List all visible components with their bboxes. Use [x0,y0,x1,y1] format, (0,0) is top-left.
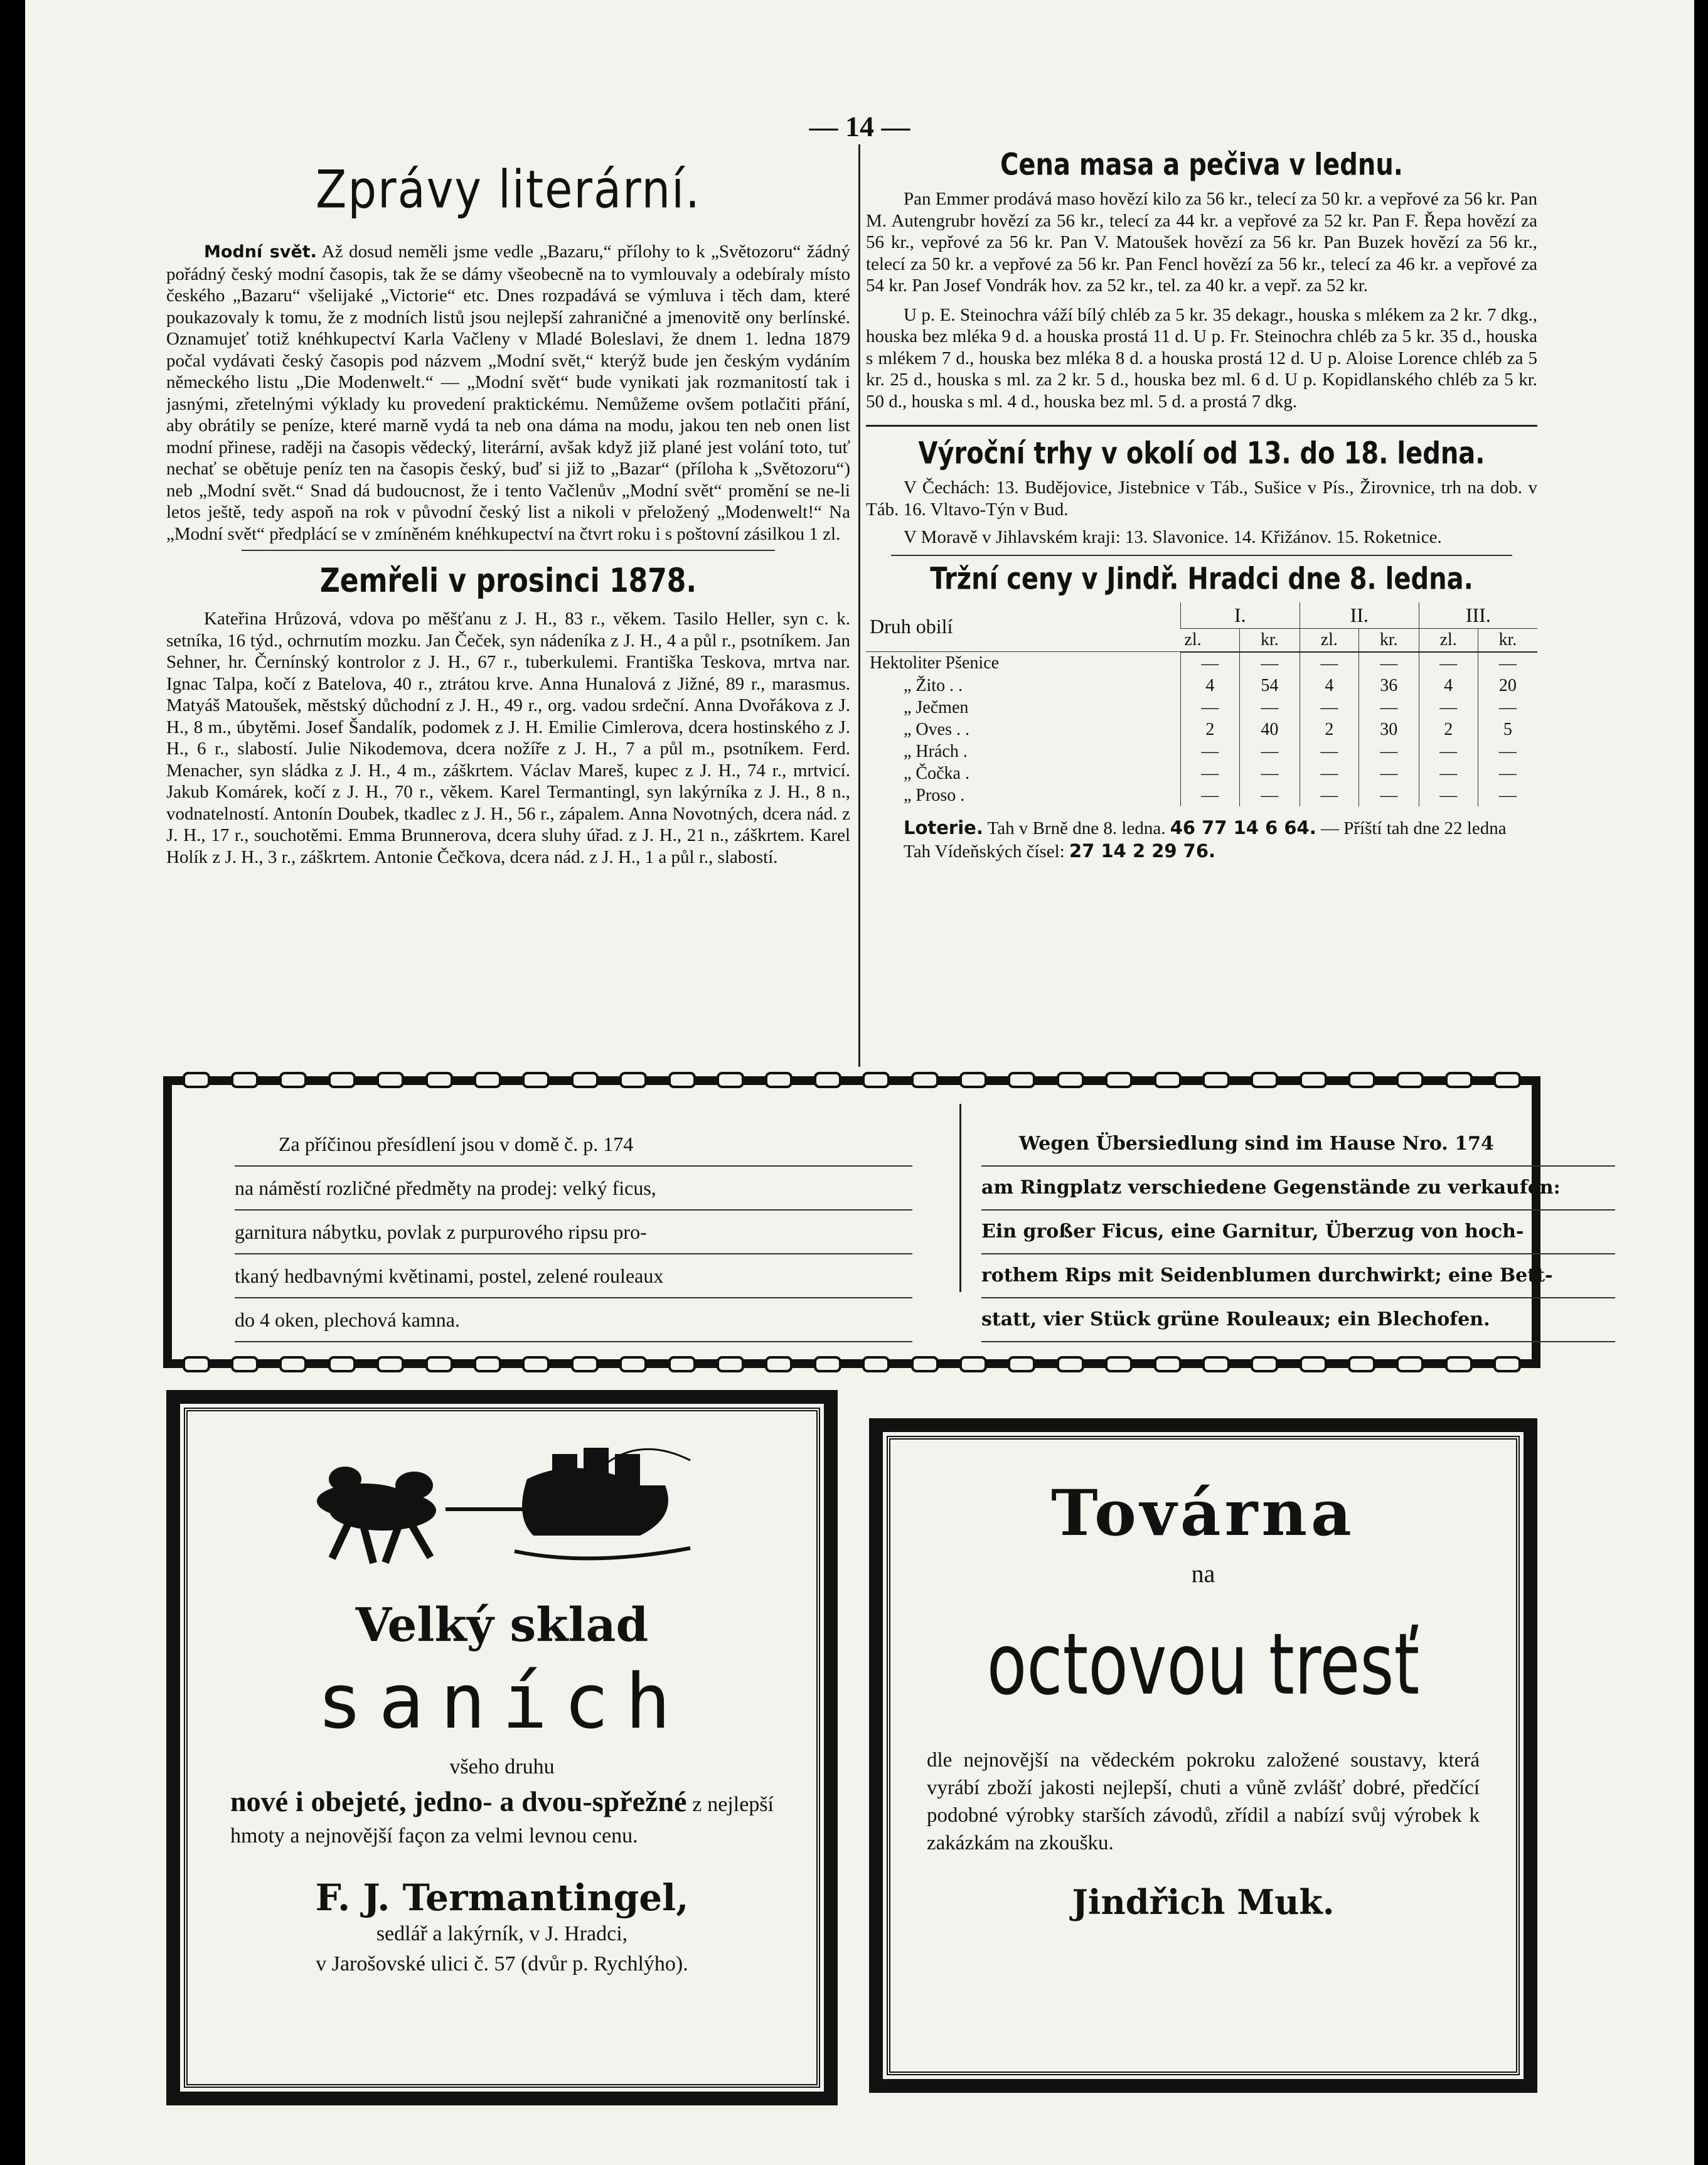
sale-line: Ein großer Ficus, eine Garnitur, Überzug von hoch- [981,1211,1615,1254]
market-prices-table [866,602,1537,806]
grain-name: „ Žito . . [904,675,963,695]
meat-title: Cena masa a pečiva v lednu. [1000,147,1403,183]
table-row [866,675,1537,697]
table-head-unit: zl. [1180,628,1239,652]
sleigh-title: saních [317,1659,687,1746]
price-cell: — [1419,762,1478,784]
price-cell: — [1358,762,1419,784]
fairs-bohemia: V Čechách: 13. Budějovice, Jistebnice v Táb., Sušice v Pís., Žirovnice, trh na dob. v Táb. 16. Vltavo-Týn v Bud. [866,478,1537,520]
sleigh-illustration-icon [289,1441,715,1586]
vinegar-factory-title: Továrna [1051,1476,1355,1550]
table-head-unit: zl. [1300,628,1358,652]
bread-prices: U p. E. Steinochra váží bílý chléb za 5 kr. 35 dekagr., houska s mlékem za 2 kr. 7 dkg., houska bez mléka 9 d. a houska prostá 11 d. U p. Fr. Steinochra chléb za 5 kr. 35 d., houska s mlékem 7 d., houska bez mléka 8 d. a houska prostá 12 d. U p. Aloise Lorence chléb za 5 kr. 25 d., houska s ml. za 2 kr. 5 d., houska bez ml. 6 d. U p. Kopidlanského chléb za 5 kr. 50 d., houska s ml. 4 d., houska bez ml. 5 d. a prostá 7 dkg. [866,304,1537,412]
price-cell: — [1300,697,1358,719]
sale-line: statt, vier Stück grüne Rouleaux; ein Blechofen. [981,1298,1615,1342]
sale-line: am Ringplatz verschiedene Gegenstände zu verkaufen: [981,1167,1615,1211]
price-cell: — [1239,740,1300,762]
grain-name: Hektoliter Pšenice [870,653,1000,673]
grain-name: „ Čočka . [904,763,969,783]
price-cell: — [1478,784,1537,806]
price-cell: — [1300,740,1358,762]
price-cell: — [1180,784,1239,806]
sale-line: Za příčinou přesídlení jsou v domě č. p. 174 [235,1123,912,1167]
table-head-unit: kr. [1478,628,1537,652]
sale-text-german [981,1123,1615,1342]
price-cell: 20 [1478,675,1537,697]
table-row [866,740,1537,762]
vinegar-text: dle nejnovější na vědeckém pokroku založené soustavy, která vyrábí zboží jakosti nejlepší, chuti a vůně zvlášť dobré, předčící podobné výrobky starších závodů, zřídil a nabízí svůj výrobek k zakázkám na zkoušku. [927,1749,1480,1854]
table-row [866,697,1537,719]
literary-title: Zprávy literární. [316,159,701,220]
divider [866,425,1537,427]
fairs-title: Výroční trhy v okolí od 13. do 18. ledna. [918,436,1485,471]
price-cell: — [1180,740,1239,762]
divider [891,555,1512,556]
price-cell: 5 [1478,719,1537,740]
left-column [166,144,850,1067]
price-cell: 2 [1419,719,1478,740]
price-cell: — [1419,740,1478,762]
sale-line: tkaný hedbavnými květinami, postel, zelené rouleaux [235,1254,912,1298]
price-cell: — [1180,762,1239,784]
price-cell: — [1239,784,1300,806]
lottery-numbers-vienna: 27 14 2 29 76. [1069,840,1216,862]
vinegar-na: na [1191,1559,1215,1588]
sale-text-czech [235,1123,912,1342]
price-cell: 54 [1239,675,1300,697]
price-cell: — [1358,740,1419,762]
table-head-unit: kr. [1358,628,1419,652]
fairs-moravia: V Moravě v Jihlavském kraji: 13. Slavonice. 14. Křižánov. 15. Roketnice. [904,527,1442,547]
literary-article [166,241,850,545]
price-cell: 2 [1300,719,1358,740]
price-cell: — [1419,784,1478,806]
price-cell: — [1239,697,1300,719]
lottery-numbers-brno: 46 77 14 6 64. [1170,816,1316,838]
price-cell: 4 [1180,675,1239,697]
lottery [866,816,1537,840]
chain-border-bottom [172,1357,1532,1372]
sleigh-maker-name: F. J. Termantingel, [315,1876,689,1919]
lottery-next: — Příští tah dne 22 ledna [1316,818,1507,838]
chain-border-top [172,1072,1532,1088]
price-cell: — [1239,762,1300,784]
price-cell: — [1180,697,1239,719]
price-cell: — [1478,652,1537,675]
grain-name: „ Proso . [904,785,965,805]
sleigh-maker-address: v Jarošovské ulici č. 57 (dvůr p. Rychlýho). [316,1952,688,1975]
divider [242,550,775,551]
price-cell: — [1478,762,1537,784]
table-row [866,652,1537,675]
table-row [866,762,1537,784]
table-head-group: I. [1180,602,1300,629]
lottery-vienna [866,840,1537,863]
table-head-unit: kr. [1239,628,1300,652]
sale-line: do 4 oken, plechová kamna. [235,1298,912,1342]
table-row [866,719,1537,740]
price-cell: — [1239,652,1300,675]
sleigh-offer-bold: nové i obejeté, jedno- a dvou-spřežné [230,1785,687,1817]
price-cell: 4 [1300,675,1358,697]
page-number: — 14 — [809,110,910,142]
sleigh-heading: Velký sklad [355,1598,649,1652]
sale-divider [959,1104,961,1292]
sale-line: na náměstí rozličné předměty na prodej: velký ficus, [235,1167,912,1211]
sleigh-advertisement [166,1390,838,2105]
sale-line: rothem Rips mit Seidenblumen durchwirkt; eine Bett- [981,1254,1615,1298]
table-head-group: II. [1300,602,1419,629]
literary-lead: Modní svět. [204,242,317,262]
price-cell: 36 [1358,675,1419,697]
price-cell: — [1419,652,1478,675]
price-cell: — [1358,784,1419,806]
grain-name: „ Ječmen [904,697,969,717]
price-cell: — [1300,652,1358,675]
market-title: Tržní ceny v Jindř. Hradci dne 8. ledna. [930,561,1473,597]
meat-prices: Pan Emmer prodává maso hovězí kilo za 56 kr., telecí za 50 kr. a vepřové za 56 kr. Pan M. Autengrubr hovězí za 56 kr., telecí za 44 kr. a vepřové za 52 kr. Pan F. Řepa hovězí za 56 kr., vepřové za 56 kr. Pan V. Matoušek hovězí za 56 kr. Pan Buzek hovězí za 56 kr., telecí za 50 kr. a vepřové za 56 kr. Pan Fencl hovězí za 56 kr., telecí za 46 kr. a vepřové za 54 kr. Pan Josef Vondrák hov. za 52 kr., tel. za 40 kr. a vepř. za 52 kr. [866,189,1537,296]
table-head-unit: zl. [1419,628,1478,652]
table-row [866,784,1537,806]
price-cell: 30 [1358,719,1419,740]
sleigh-offer [180,1782,824,1851]
price-cell: — [1300,784,1358,806]
grain-name: „ Hrách . [904,741,968,761]
price-cell: — [1358,652,1419,675]
price-cell: 4 [1419,675,1478,697]
lottery-text: Tah v Brně dne 8. ledna. [983,818,1170,838]
lottery-vienna-label: Tah Vídeňských čísel: [904,841,1070,862]
sale-line: Wegen Übersiedlung sind im Hause Nro. 174 [981,1123,1615,1167]
column-rule [858,144,860,1067]
price-cell: — [1180,652,1239,675]
grain-name: „ Oves . . [904,719,969,739]
sleigh-kind: všeho druhu [449,1755,555,1778]
right-column [866,144,1537,1067]
price-cell: — [1300,762,1358,784]
lottery-lead: Loterie. [904,816,983,838]
deaths-title: Zemřeli v prosinci 1878. [319,561,697,601]
price-cell: — [1419,697,1478,719]
sleigh-offer-rest: z nejlepší hmoty a nejnovější façon za velmi levnou cenu. [230,1793,774,1847]
sleigh-maker-trade: sedlář a lakýrník, v J. Hradci, [376,1922,628,1945]
vinegar-product: octovou tresť [986,1614,1420,1714]
price-cell: — [1478,740,1537,762]
vinegar-advertisement [869,1418,1537,2093]
price-cell: 40 [1239,719,1300,740]
sale-line: garnitura nábytku, povlak z purpurového ripsu pro- [235,1211,912,1254]
newspaper-page [25,0,1694,2165]
table-head-druh: Druh obilí [866,602,1180,652]
deaths-text: Kateřina Hrůzová, vdova po měšťanu z J. H., 83 r., věkem. Tasilo Heller, syn c. k. setníka, 16 týd., ochrnutím mozku. Jan Čeček, syn nádeníka z J. H., 4 a půl r., psotníkem. Jan Sehner, hr. Černínský kontrolor z J. H., 67 r., tuberkulemi. Františka Teskova, mrtva nar. Ignac Talpa, kočí z Batelova, 40 r., ztrátou krve. Anna Hunalová z Jižné, 89 r., marasmus. Matyáš Matoušek, městský důchodní z J. H., 49 r., org. vadou srdeční. Anna Dvořákova z J. H., 8 m., úbytěmi. Josef Šandalík, podomek z J. H. Emilie Cimlerova, dcera hostinského z J. H., 6 r., slabostí. Julie Nikodemova, dcera nožíře z J. H., 7 a půl m., psotníkem. Ferd. Menacher, syn sládka z J. H., 4 m., záškrtem. Václav Mareš, kupec z J. H., 74 r., mrtvicí. Jakub Komárek, kočí z J. H., 70 r., věkem. Karel Termantingl, syn lakýrníka z J. H., 8 n., vodnatelností. Antonín Doubek, tkadlec z J. H., 56 r., zápalem. Anna Novotných, dcera nád. z J. H., 17 r., souchotěmi. Emma Brunnerova, dcera sluhy úřad. z J. H., 21 n., záškrtem. Karel Holík z J. H., 3 r., záškrtem. Antonie Čečkova, dcera nád. z J. H., 1 a půl r., slabostí. [166,609,850,867]
price-cell: — [1478,697,1537,719]
literary-text: Až dosud neměli jsme vedle „Bazaru,“ přílohy to k „Světozoru“ žádný pořádný český modní časopis, tak že se dámy všeobecně na to vymlouvaly a odebíraly místo českého „Bazaru“ všelijaké „Victorie“ etc. Dnes rozpadává se výmluva i těch dam, které poukazovaly k tomu, že z modních listů jsou nejlepší zahraničné a jmenovitě ony berlínské. Oznamujeť totiž knéhkupectví Karla Vačleny v Mladé Boleslavi, že dnem 1. ledna 1879 počal vydávati český časopis pod názvem „Modní svět,“ kterýž bude jen českým vydáním německého listu „Die Modenwelt.“ — „Modní svět“ bude vynikati jak rozmanitostí tak i jasnými, zřetelnými výklady ku provedení praktickému. Nemůžeme ovšem potlačiti přání, aby obrátily se peníze, které marně vydá ta neb ona dáma na modu, jakou ten neb onen list modní přinese, raději na časopis vědecký, literární, avšak když již plané jest volání toto, tuť nechať se obětuje peníz ten na časopis český, buď si již to „Bazar“ (příloha k „Světozoru“) neb „Modní svět.“ Snad dá budoucnost, že i tento Vačlenův „Modní svět“ promění se ne-li letos ještě, tedy aspoň na rok v původní český list a nikoli v přeložený „Modenwelt!“ Na „Modní svět“ předplácí se v zmíněném knéhkupectví na čtvrt roku i s poštovní zásilkou 1 zl. [166,242,850,544]
price-cell: 2 [1180,719,1239,740]
sale-advertisement [163,1076,1561,1368]
price-cell: — [1358,697,1419,719]
vinegar-signature: Jindřich Muk. [1072,1882,1335,1922]
table-head-group: III. [1419,602,1537,629]
